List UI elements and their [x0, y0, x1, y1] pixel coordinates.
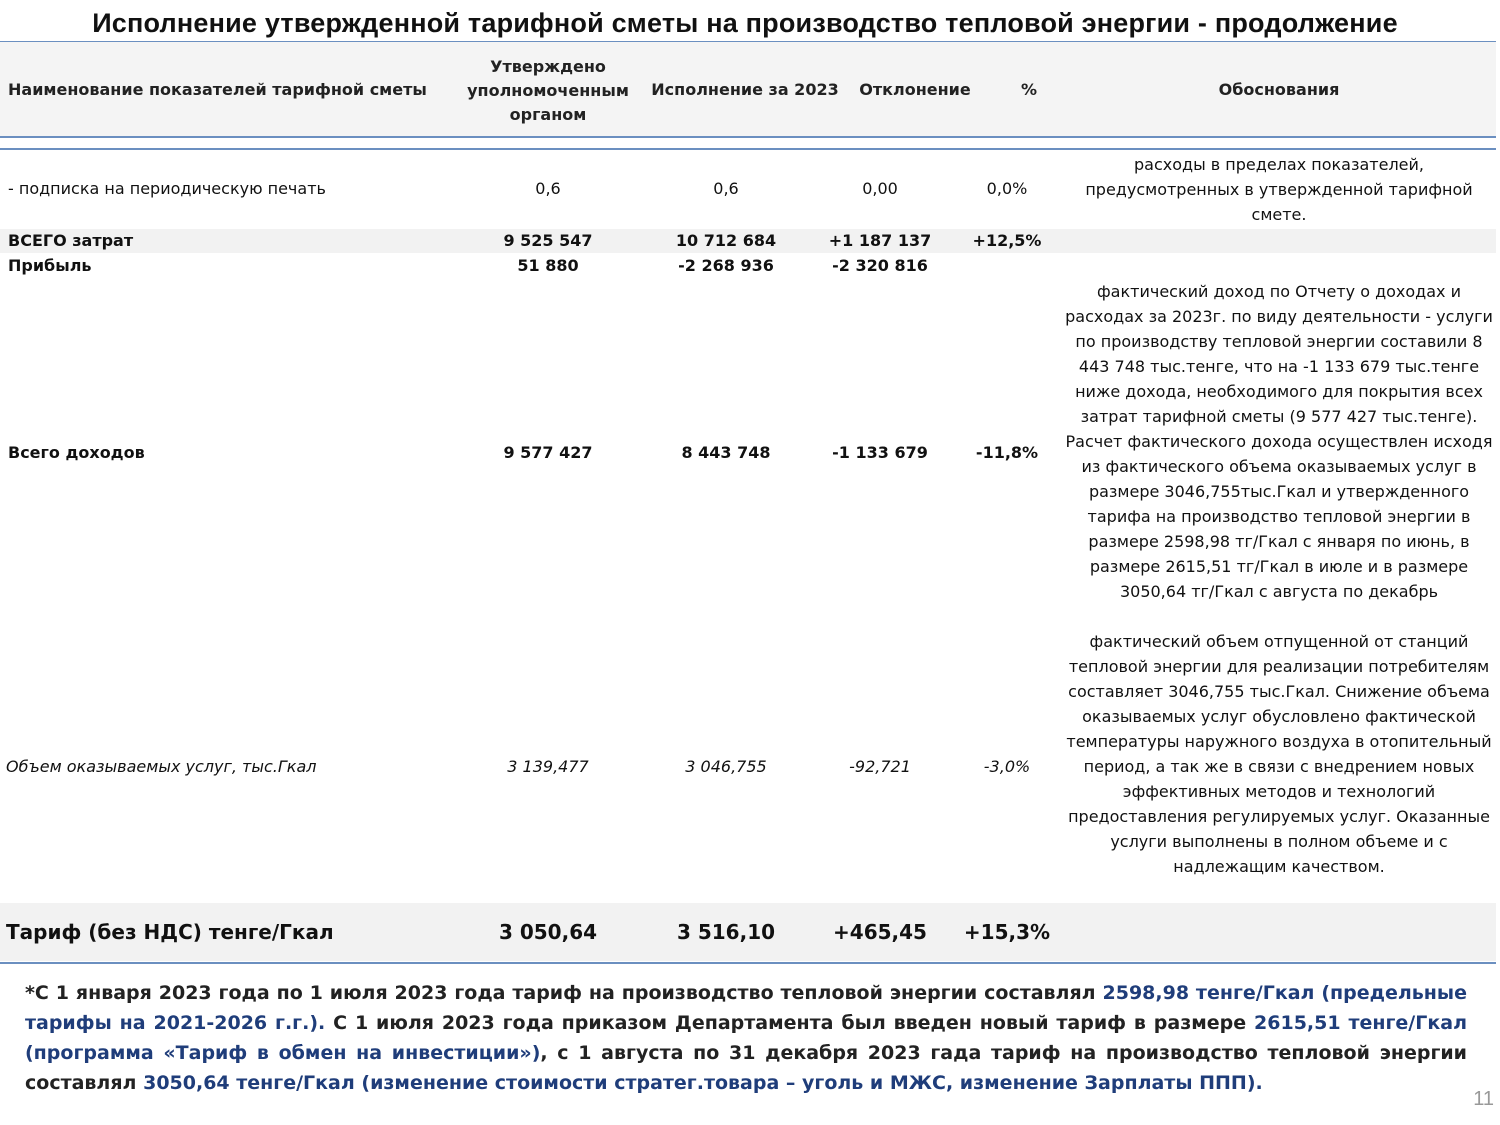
row-percent: -11,8% [975, 443, 1039, 462]
page-title: Исполнение утвержденной тарифной сметы на производство тепловой энергии - продолжение [92, 8, 1398, 38]
row-percent: +12,5% [972, 231, 1042, 250]
footnote-text-3: , с 1 августа по 31 декабря 2023 гада тариф на производство тепловой энергии составлял [25, 1042, 1467, 1094]
row-approved: 3 139,477 [507, 757, 589, 776]
row-percent: 0,0% [986, 179, 1028, 198]
row-deviation: +465,45 [833, 920, 927, 944]
row-name: ВСЕГО затрат [8, 231, 134, 250]
column-header-actual: Исполнение за 2023 [651, 80, 839, 99]
row-name: Тариф (без НДС) тенге/Гкал [6, 920, 334, 944]
row-deviation: -2 320 816 [832, 256, 928, 275]
row-actual: 3 516,10 [676, 920, 776, 944]
row-actual: -2 268 936 [678, 256, 774, 275]
footnote-highlight-3: 3050,64 тенге/Гкал (изменение стоимости стратег.товара – уголь и МЖС, изменение Зарплаты ППП). [143, 1072, 1263, 1094]
column-header-justification: Обоснования [1218, 80, 1340, 99]
row-actual: 0,6 [713, 179, 739, 198]
row-deviation: -1 133 679 [832, 443, 928, 462]
body-top-rule [0, 148, 1496, 150]
footnote-text-1: *С 1 января 2023 года по 1 июля 2023 года тариф на производство тепловой энергии составлял [25, 982, 1103, 1004]
column-header-deviation: Отклонение [859, 80, 971, 99]
row-approved: 9 577 427 [503, 443, 593, 462]
row-actual: 8 443 748 [681, 443, 771, 462]
footnote-text-2: С 1 июля 2023 года приказом Департамента был введен новый тариф в размере [325, 1012, 1255, 1034]
row-justification: фактический доход по Отчету о доходах и расходах за 2023г. по виду деятельности - услуги по производству тепловой энергии составили 8 443 748 тыс.тенге, что на -1 133 679 тыс.тенге ниже дохода, необходимого для покрытия всех затрат тарифной сметы (9 577 427 тыс.тенге). Расчет фактического дохода осуществлен исходя из фактического объема оказываемых услуг в размере 3046,755тыс.Гкал и утвержденного тарифа на производство тепловой энергии в размере 2598,98 тг/Гкал с января по июнь, в размере 2615,51 тг/Гкал в июле и в размере 3050,64 тг/Гкал с августа по декабрь [1065, 282, 1493, 601]
row-deviation: -92,721 [849, 757, 911, 776]
footnote-highlight-2: 2615,51 тенге/Гкал (программа «Тариф в обмен на инвестиции») [25, 1012, 1467, 1064]
column-header-approved [440, 54, 656, 128]
footnote-highlight-1: 2598,98 тенге/Гкал (предельные тарифы на 2021-2026 г.г.). [25, 982, 1468, 1034]
row-approved: 9 525 547 [503, 231, 593, 250]
row-approved: 51 880 [517, 256, 579, 275]
row-deviation: +1 187 137 [828, 231, 932, 250]
row-name: Всего доходов [8, 443, 145, 462]
row-approved: 0,6 [535, 179, 561, 198]
footnote [25, 978, 1467, 1098]
column-header-approved-line3: органом [509, 105, 587, 124]
row-actual: 3 046,755 [685, 757, 767, 776]
column-header-approved-line1: Утверждено [490, 57, 606, 76]
row-name: Прибыль [8, 256, 92, 275]
row-actual: 10 712 684 [675, 231, 777, 250]
row-name: Объем оказываемых услуг, тыс.Гкал [6, 757, 317, 776]
row-deviation: 0,00 [862, 179, 898, 198]
column-header-name: Наименование показателей тарифной сметы [8, 80, 427, 99]
row-justification: фактический объем отпущенной от станций тепловой энергии для реализации потребителям составляет 3046,755 тыс.Гкал. Снижение объема оказываемых услуг обусловлено фактической температуры наружного воздуха в отопительный период, а так же в связи с внедрением новых эффективных методов и технологий предоставления регулируемых услуг. Оказанные услуги выполнены в полном объеме и с надлежащим качеством. [1066, 632, 1492, 876]
column-header-percent: % [1020, 80, 1038, 99]
row-percent: -3,0% [983, 757, 1031, 776]
column-header-approved-line2: уполномоченным [467, 81, 629, 100]
row-approved: 3 050,64 [498, 920, 598, 944]
row-justification: расходы в пределах показателей, предусмотренных в утвержденной тарифной смете. [1085, 155, 1473, 224]
row-name: - подписка на периодическую печать [8, 179, 326, 198]
header-bottom-rule [0, 136, 1496, 138]
table-bottom-rule [0, 962, 1496, 964]
page-number: 11 [1473, 1088, 1494, 1110]
row-percent: +15,3% [963, 920, 1051, 944]
